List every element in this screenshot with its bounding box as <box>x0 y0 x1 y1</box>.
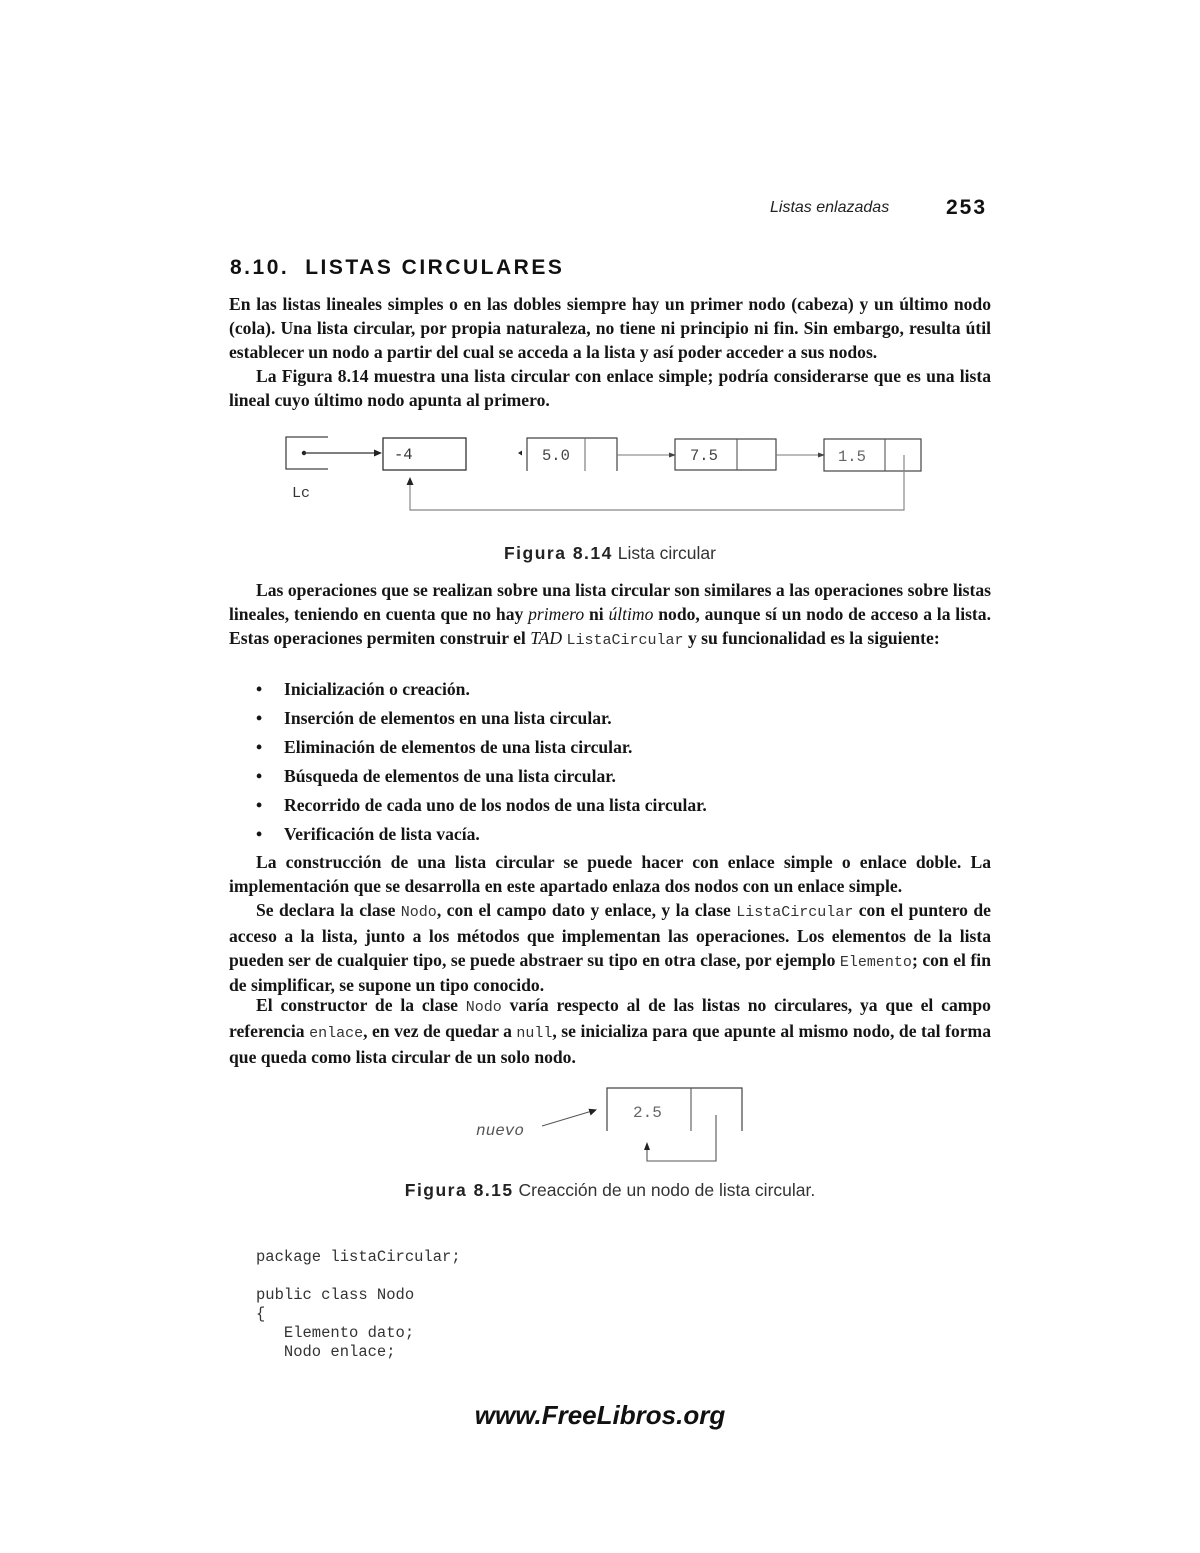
figure-caption-text: Lista circular <box>617 543 716 563</box>
paragraph-constructor: El constructor de la clase Nodo varía respecto al de las listas no circulares, ya que el campo referencia enlace, en vez de quedar a null, se inicializa para que apunte al mismo nodo, de tal forma que queda como lista circular de un solo nodo. <box>229 995 991 1067</box>
bullet-icon: • <box>256 708 263 728</box>
paragraph-construction: La construcción de una lista circular se puede hacer con enlace simple o enlace doble. La implementación que se desarrolla en este apartado enlaza dos nodos con un enlace simple. <box>229 852 991 896</box>
bullet-icon: • <box>256 824 263 844</box>
section-title <box>230 256 564 280</box>
code-line: { <box>256 1305 266 1323</box>
pointer-label-nuevo: nuevo <box>476 1122 525 1140</box>
paragraph-class-declaration: Se declara la clase Nodo, con el campo dato y enlace, y la clase ListaCircular con el puntero de acceso a la lista, junto a los métodos que implementan las operaciones. Los elementos de la lista pueden ser de cualquier tipo, se puede abstraer su tipo en otra clase, por ejemplo Elemento; con el fin de simplificar, se supone un tipo conocido. <box>229 900 991 996</box>
node-third <box>675 439 776 470</box>
arrow-to-new-node <box>542 1109 597 1126</box>
code-line: public class Nodo <box>256 1286 415 1304</box>
figure-caption-text: Creacción de un nodo de lista circular. <box>518 1180 816 1200</box>
operations-list <box>256 677 707 851</box>
pointer-label-lc: Lc <box>292 485 311 502</box>
bullet-icon: • <box>256 766 263 786</box>
list-item: • Inserción de elementos en una lista circular. <box>256 708 612 728</box>
link-arrow <box>776 453 825 458</box>
list-item: • Inicialización o creación. <box>256 679 470 699</box>
list-item: • Verificación de lista vacía. <box>256 824 480 844</box>
figure-8-14-diagram <box>270 425 940 525</box>
figure-label: Figura 8.15 <box>404 1180 514 1200</box>
node-value: 7.5 <box>690 447 718 465</box>
node-value: 1.5 <box>838 448 866 466</box>
node-first <box>383 438 466 470</box>
page-number: 253 <box>946 196 988 219</box>
code-line: package listaCircular; <box>256 1248 461 1266</box>
list-item: • Eliminación de elementos de una lista circular. <box>256 737 633 757</box>
footer-watermark: www.FreeLibros.org <box>474 1400 726 1430</box>
bullet-icon: • <box>256 795 263 815</box>
code-line: Nodo enlace; <box>256 1343 396 1361</box>
code-line: Elemento dato; <box>256 1324 415 1342</box>
bullet-icon: • <box>256 737 263 757</box>
node-last <box>824 439 921 471</box>
node-value: 2.5 <box>633 1104 662 1122</box>
list-item: • Búsqueda de elementos de una lista circular. <box>256 766 616 786</box>
paragraph-figure-ref: La Figura 8.14 muestra una lista circular con enlace simple; podría considerarse que es una lista lineal cuyo último nodo apunta al primero. <box>229 366 991 410</box>
paragraph-intro: En las listas lineales simples o en las dobles siempre hay un primer nodo (cabeza) y un último nodo (cola). Una lista circular, por propia naturaleza, no tiene ni principio ni fin. Sin embargo, resulta útil establecer un nodo a partir del cual se acceda a la lista y así poder acceder a sus nodos. <box>229 294 991 362</box>
node-value: -4 <box>394 446 413 464</box>
figure-label: Figura 8.14 <box>503 543 613 563</box>
list-item: • Recorrido de cada uno de los nodos de una lista circular. <box>256 795 707 815</box>
section-title-text: LISTAS CIRCULARES <box>305 256 565 279</box>
node-second <box>518 438 617 471</box>
code-listing <box>256 1229 461 1381</box>
link-arrow <box>617 453 676 458</box>
bullet-icon: • <box>256 679 263 699</box>
node-value: 5.0 <box>542 447 570 465</box>
figure-8-15-caption <box>0 1180 1200 1201</box>
circular-return-link <box>407 455 905 510</box>
paragraph-operations: Las operaciones que se realizan sobre una lista circular son similares a las operaciones sobre listas lineales, teniendo en cuenta que no hay primero ni último nodo, aunque sí un nodo de acceso a la lista. Estas operaciones permiten construir el TAD ListaCircular y su funcionalidad es la siguiente: <box>229 580 991 649</box>
section-number: 8.10. <box>230 256 290 279</box>
figure-8-14-caption <box>0 543 1200 564</box>
arrow-to-first-node <box>304 450 382 457</box>
figure-8-15-diagram <box>470 1080 760 1170</box>
new-node <box>607 1088 742 1131</box>
running-head: Listas enlazadas <box>770 199 890 216</box>
